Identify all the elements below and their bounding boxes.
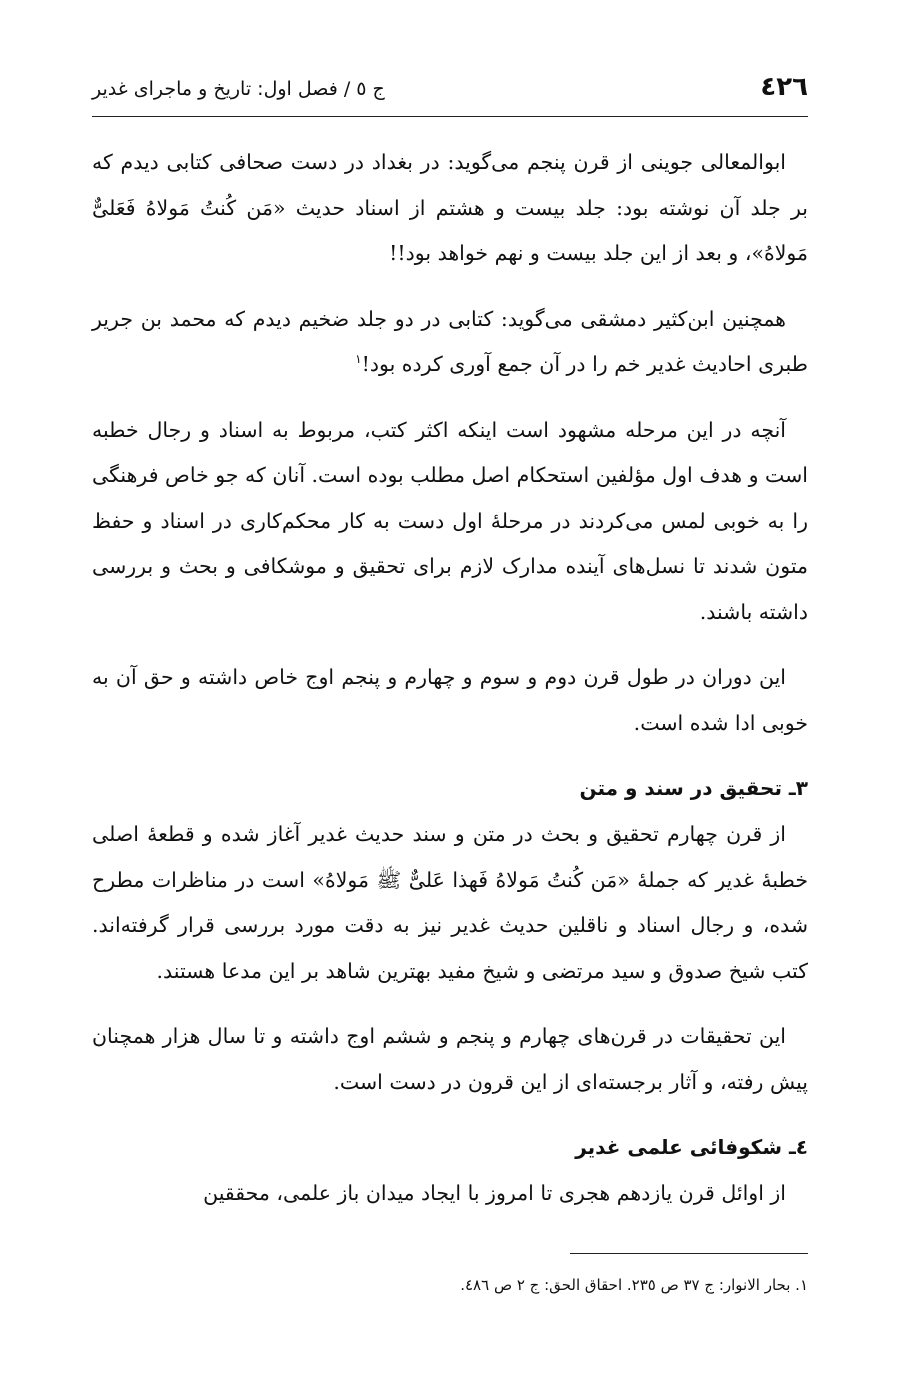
- paragraph: این تحقیقات در قرن‌های چهارم و پنجم و ششم اوج داشته و تا سال هزار همچنان پیش رفته، و آثار برجسته‌ای از این قرون در دست است.: [92, 1024, 808, 1094]
- paragraph: ابوالمعالی جوینی از قرن پنجم می‌گوید: در بغداد در دست صحافی کتابی دیدم که بر جلد آن نوشته بود: جلد بیست و هشتم از اسناد حدیث «مَن کُنتُ مَولاهُ فَعَلیٌّ مَولاهُ»، و بعد از این جلد بیست و نهم خواهد بود!!: [92, 150, 808, 265]
- page-header: [92, 70, 808, 114]
- section-heading: ٤ـ شکوفائی علمی غدیر: [575, 1135, 808, 1159]
- running-title: ج ٥ / فصل اول: تاریخ و ماجرای غدیر: [92, 78, 385, 100]
- paragraph: آنچه در این مرحله مشهود است اینکه اکثر کتب، مربوط به اسناد و رجال خطبه است و هدف اول مؤلفین استحکام اصل مطلب بوده است. آنان که جو خاص فرهنگی را به خوبی لمس می‌کردند در مرحلهٔ اول دست به کار محکم‌کاری در اسناد و حفظ متون شدند تا نسل‌های آینده مدارک لازم برای تحقیق و موشکافی و بحث و بررسی داشته باشند.: [92, 417, 808, 624]
- section-heading: ٣ـ تحقیق در سند و متن: [579, 776, 808, 800]
- body-text: [92, 140, 808, 1237]
- page-number: ٤٢٦: [760, 72, 808, 102]
- paragraph: از قرن چهارم تحقیق و بحث در متن و سند حدیث غدیر آغاز شده و قطعهٔ اصلی خطبهٔ غدیر که جملهٔ «مَن کُنتُ مَولاهُ فَهذا عَلیٌّ ﷺ مَولاهُ» است در مناظرات مطرح شده، و رجال اسناد و ناقلین حدیث غدیر نیز به دقت مورد بررسی قرار گرفته‌اند. کتب شیخ صدوق و سید مرتضی و شیخ مفید بهترین شاهد بر این مدعا هستند.: [92, 822, 808, 983]
- paragraph: از اوائل قرن یازدهم هجری تا امروز با ایجاد میدان باز علمی، محققین: [203, 1181, 786, 1205]
- footnote: ١. بحار الانوار: ج ٣٧ ص ٢٣٥. احقاق الحق: ج ٢ ص ٤٨٦.: [460, 1276, 808, 1294]
- paragraph: این دوران در طول قرن دوم و سوم و چهارم و پنجم اوج خاص داشته و حق آن به خوبی ادا شده است.: [92, 665, 808, 735]
- paragraph: [92, 297, 808, 388]
- footnote-divider: [570, 1253, 808, 1254]
- header-divider: [92, 116, 808, 117]
- paragraph-text: همچنین ابن‌کثیر دمشقی می‌گوید: کتابی در دو جلد ضخیم دیدم که محمد بن جریر طبری احادیث غدیر خم را در آن جمع آوری کرده بود!: [92, 306, 808, 376]
- footnote-marker: ١: [355, 352, 362, 367]
